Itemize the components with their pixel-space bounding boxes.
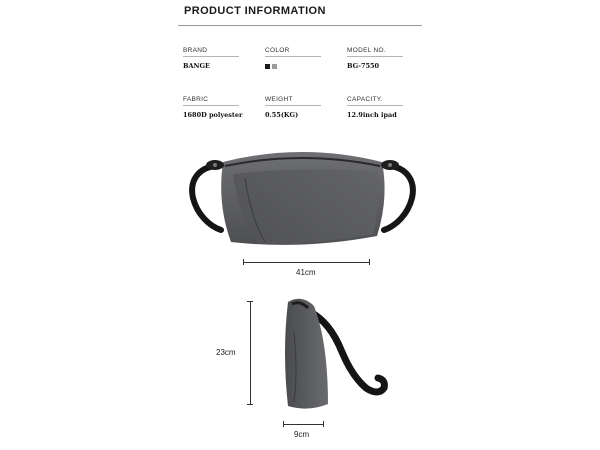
color-swatch-black <box>265 64 270 69</box>
title-divider <box>178 25 422 26</box>
spec-color-swatches <box>265 62 337 70</box>
height-dimension-label: 23cm <box>216 348 236 357</box>
spec-weight <box>265 96 337 119</box>
spec-brand <box>183 47 255 70</box>
spec-weight-value: 0.55(KG) <box>265 111 299 119</box>
spec-fabric <box>183 96 255 119</box>
spec-color-label: COLOR <box>265 47 321 57</box>
spec-capacity <box>347 96 419 119</box>
spec-capacity-label: CAPACITY. <box>347 96 403 106</box>
spec-model-label: MODEL NO. <box>347 47 403 57</box>
spec-model <box>347 47 419 70</box>
spec-color <box>265 47 337 70</box>
spec-capacity-value: 12.9inch ipad <box>347 111 397 119</box>
spec-brand-label: BRAND <box>183 47 239 57</box>
height-dimension-line <box>250 301 251 405</box>
spec-fabric-value: 1680D polyester <box>183 111 243 119</box>
width-dimension-tick-right <box>369 259 370 265</box>
spec-weight-label: WEIGHT <box>265 96 321 106</box>
height-dimension-tick-top <box>247 301 253 302</box>
spec-fabric-label: FABRIC <box>183 96 239 106</box>
color-swatch-gray <box>272 64 277 69</box>
spec-model-value: BG-7550 <box>347 62 380 70</box>
width-dimension-line <box>243 262 370 263</box>
depth-dimension-label: 9cm <box>294 430 310 439</box>
depth-dimension-tick-right <box>323 421 324 427</box>
depth-dimension-tick-left <box>283 421 284 427</box>
height-dimension-tick-bottom <box>247 404 253 405</box>
spec-brand-value: BANGE <box>183 62 210 70</box>
width-dimension-tick-left <box>243 259 244 265</box>
bag-side-image <box>280 292 390 417</box>
width-dimension-label: 41cm <box>296 268 316 277</box>
page-title: PRODUCT INFORMATION <box>184 5 326 17</box>
bag-front-image <box>185 138 420 253</box>
depth-dimension-line <box>283 424 324 425</box>
